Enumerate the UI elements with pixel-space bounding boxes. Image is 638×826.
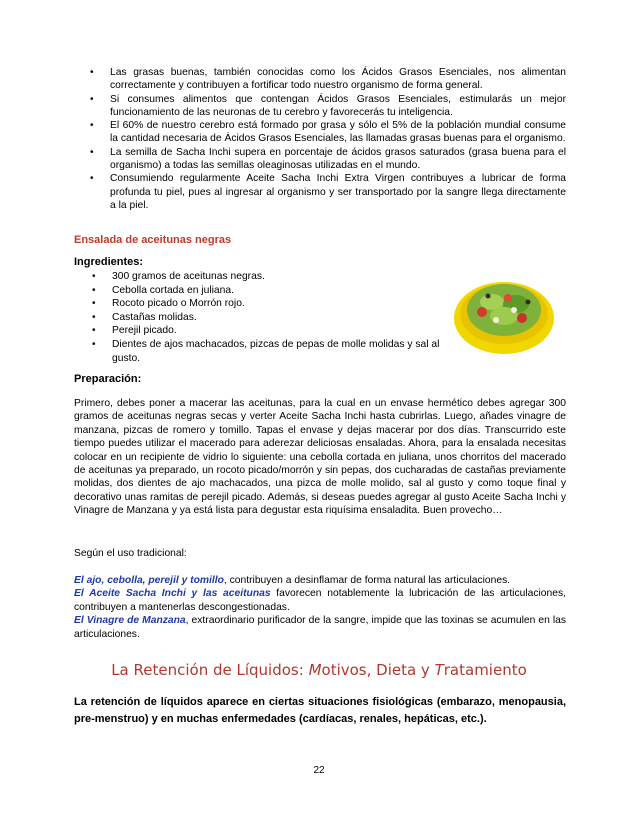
ingredient-item: • 300 gramos de aceitunas negras.	[74, 270, 444, 284]
use-text: , extraordinario purificador de la sangre, impide que las toxinas se acumulen en las articulaciones.	[74, 615, 567, 640]
chapter-initial: T	[434, 661, 444, 679]
ingredient-item: • Cebolla cortada en juliana.	[74, 284, 444, 298]
use-highlight: El ajo, cebolla, perejil y tomillo	[74, 575, 224, 586]
preparation-label: Preparación:	[74, 373, 142, 385]
intro-bullet-list	[72, 66, 566, 212]
intro-bullet: • Consumiendo regularmente Aceite Sacha Inchi Extra Virgen contribuyes a lubricar de forma profunda tu piel, pues al ingresar al organismo y ser transportado por la sangre llega directamente a la piel.	[72, 172, 566, 212]
use-text: , contribuyen a desinflamar de forma natural las articulaciones.	[223, 575, 511, 586]
traditional-use-label: Según el uso tradicional:	[74, 548, 187, 559]
ingredient-item: • Rocoto picado o Morrón rojo.	[74, 297, 444, 311]
chapter-part: La Retención de Líquidos:	[111, 661, 309, 679]
chapter-part: otivos, Dieta y	[321, 661, 435, 679]
intro-bullet: • El 60% de nuestro cerebro está formado por grasa y sólo el 5% de la población mundial consume la cantidad necesaria de Ácidos Grasos Esenciales, las llamadas grasas buenas para el organismo.	[72, 119, 566, 146]
ingredients-list	[74, 270, 444, 365]
intro-bullet: • Si consumes alimentos que contengan Ácidos Grasos Esenciales, estimularás un mejor funcionamiento de las neuronas de tu cerebro y favorecerás tu inteligencia.	[72, 93, 566, 120]
chapter-intro: La retención de líquidos aparece en ciertas situaciones fisiológicas (embarazo, menopausia, pre-menstruo) y en muchas enfermedades (cardíacas, renales, hepáticas, etc.).	[74, 696, 566, 725]
preparation-text: Primero, debes poner a macerar las aceitunas, para la cual en un envase hermético debes agregar 300 gramos de aceitunas negras secas y verter Aceite Sacha Inchi hasta cubrirlas. Luego, añades vinagre de manzana, pizcas de romero y tomillo. Tapas el envase y dejas macerar por dos días. Transcurrido este tiempo puedes utilizar el macerado para aderezar deliciosas ensaladas. Ahora, para la ensalada necesitas colocar en un recipiente de vidrio lo siguiente: una cebolla cortada en juliana, unos chorritos del macerado de aceitunas ya preparado, un rocoto picado/morrón y sin pepas, dos cucharadas de castañas previamente molidas, dos dientes de ajo machacados, una pizca de molle molido, sal al gusto y como toque final y decorativo unas ramitas de perejil picado. Además, si deseas puedes agregar al gusto Aceite Sacha Inchi y Vinagre de Manzana y ya está lista para degustar esta riquísima ensaladita. Buen provecho…	[74, 398, 566, 517]
use-highlight: El Aceite Sacha Inchi y las aceitunas	[74, 588, 271, 600]
recipe-title: Ensalada de aceitunas negras	[74, 234, 232, 246]
use-highlight: El Vinagre de Manzana	[74, 615, 186, 627]
use-text: favorecen notablemente la lubricación de las articulaciones, contribuyen a mantenerlas descongestionadas.	[74, 588, 566, 613]
chapter-part: ratamiento	[443, 661, 527, 679]
page-number: 22	[313, 765, 325, 776]
ingredients-label: Ingredientes:	[74, 256, 144, 268]
intro-bullet: • Las grasas buenas, también conocidas como los Ácidos Grasos Esenciales, nos alimentan correctamente y contribuyen a fortificar todo nuestro organismo de forma general.	[72, 66, 566, 93]
ingredient-item: • Castañas molidas.	[74, 311, 444, 325]
ingredient-item: • Dientes de ajos machacados, pizcas de pepas de molle molidas y sal al gusto.	[74, 338, 444, 365]
chapter-initial: M	[308, 661, 322, 679]
traditional-uses	[74, 574, 566, 641]
intro-bullet: • La semilla de Sacha Inchi supera en porcentaje de ácidos grasos saturados (grasa buena para el organismo) a todas las semillas oleaginosas utilizadas en el mundo.	[72, 146, 566, 173]
chapter-heading	[0, 661, 638, 679]
ingredient-item: • Perejil picado.	[74, 324, 444, 338]
salad-image	[452, 268, 556, 358]
